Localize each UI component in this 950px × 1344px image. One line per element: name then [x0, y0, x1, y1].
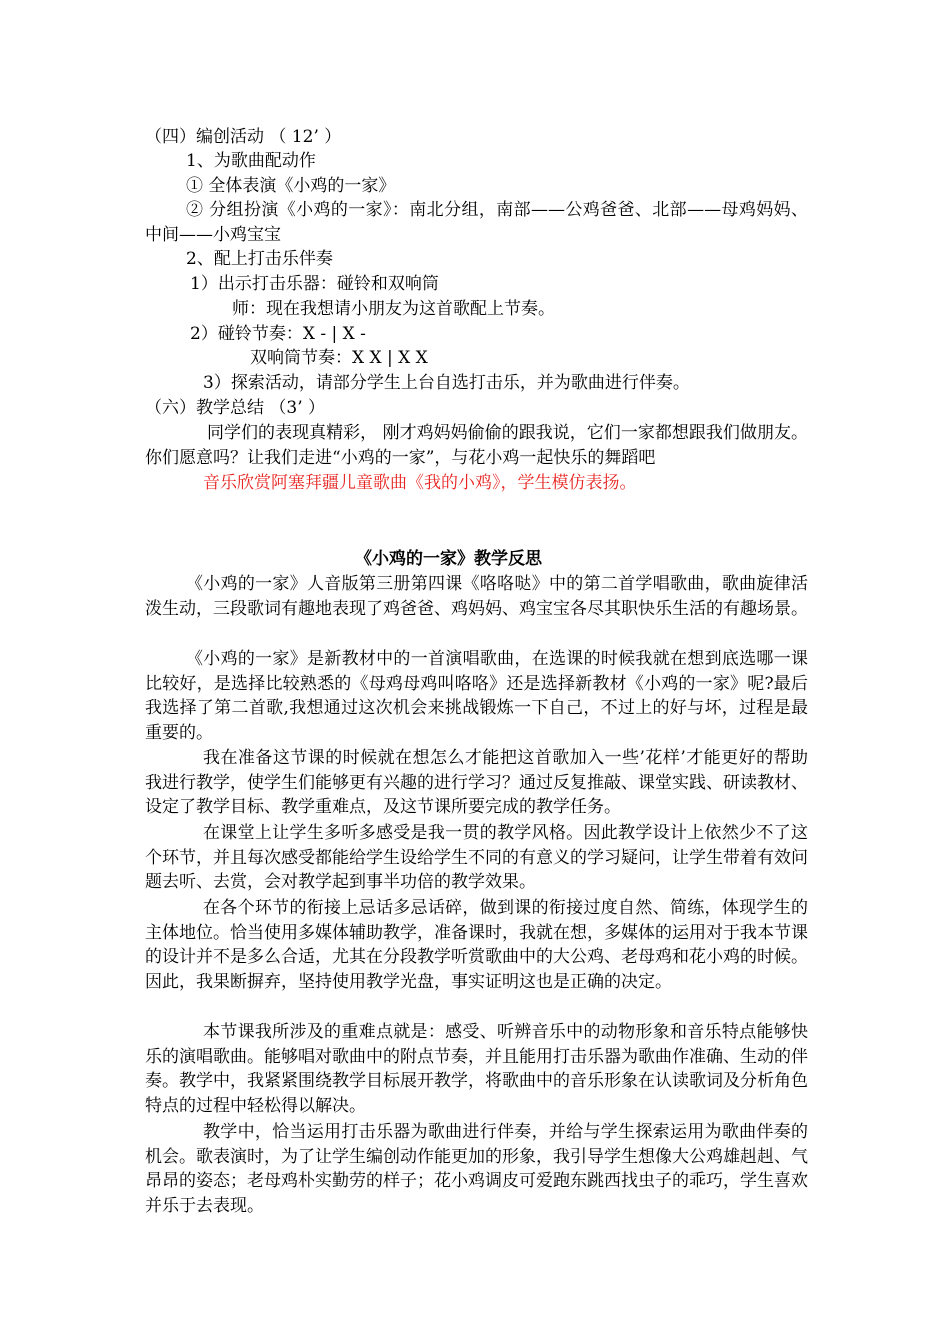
woodblock-rhythm: 双响筒节奏：X X | X X: [250, 348, 428, 368]
reflection-paragraph: 《小鸡的一家》是新教材中的一首演唱歌曲，在选课的时候我就在想到底选哪一课比较好，是选择比较熟悉的《母鸡母鸡叫咯咯》还是选择新教材《小鸡的一家》呢?最后我选择了第二首歌,我想通过这次机会来挑战锻炼一下自己，不过上的好与坏，过程是最重要的。: [145, 649, 808, 743]
section4-heading: （四）编创活动 （ 12’ ）: [145, 127, 342, 147]
red-note: 音乐欣赏阿塞拜疆儿童歌曲《我的小鸡》，学生模仿表扬。: [203, 473, 637, 493]
reflection-paragraph: 《小鸡的一家》人音版第三册第四课《咯咯哒》中的第二首学唱歌曲，歌曲旋律活泼生动，三段歌词有趣地表现了鸡爸爸、鸡妈妈、鸡宝宝各尽其职快乐生活的有趣场景。: [145, 574, 808, 619]
section6-heading: （六）教学总结 （3’ ）: [145, 398, 326, 418]
item2-heading: 2、配上打击乐伴奏: [186, 249, 333, 269]
item2-instruments: 1）出示打击乐器：碰铃和双响筒: [190, 274, 439, 294]
item1-whole-class: ① 全体表演《小鸡的一家》: [186, 176, 396, 196]
reflection-paragraph: 在各个环节的衔接上忌话多忌话碎，做到课的衔接过度自然、简练，体现学生的主体地位。恰当使用多媒体辅助教学，准备课时，我就在想，多媒体的运用对于我本节课的设计并不是多么合适，尤其在分段教学听赏歌曲中的大公鸡、老母鸡和花小鸡的时候。因此，我果断摒弃，坚持使用教学光盘，事实证明这也是正确的决定。: [145, 898, 808, 992]
reflection-paragraph: 在课堂上让学生多听多感受是我一贯的教学风格。因此教学设计上依然少不了这个环节，并且每次感受都能给学生设给学生不同的有意义的学习疑问，让学生带着有效问题去听、去赏，会对教学起到事半功倍的教学效果。: [145, 823, 808, 892]
reflection-paragraph: 教学中，恰当运用打击乐器为歌曲进行伴奏，并给与学生探索运用为歌曲伴奏的机会。歌表演时，为了让学生编创动作能更加的形象，我引导学生想像大公鸡雄赳赳、气昂昂的姿态；老母鸡朴实勤劳的样子；花小鸡调皮可爱跑东跳西找虫子的乖巧，学生喜欢并乐于去表现。: [145, 1122, 808, 1216]
item1-heading: 1、为歌曲配动作: [186, 151, 316, 171]
teacher-line: 师：现在我想请小朋友为这首歌配上节奏。: [232, 299, 555, 319]
summary-paragraph: 同学们的表现真精彩， 刚才鸡妈妈偷偷的跟我说，它们一家都想跟我们做朋友。你们愿意吗？让我们走进“小鸡的一家”，与花小鸡一起快乐的舞蹈吧: [145, 423, 808, 468]
item1-group-roles: ② 分组扮演《小鸡的一家》：南北分组，南部——公鸡爸爸、北部——母鸡妈妈、中间——小鸡宝宝: [145, 200, 808, 245]
bell-rhythm: 2）碰铃节奏：X - | X -: [190, 324, 366, 344]
item2-explore: 3）探索活动，请部分学生上台自选打击乐，并为歌曲进行伴奏。: [203, 373, 690, 393]
reflection-paragraph: 本节课我所涉及的重难点就是：感受、听辨音乐中的动物形象和音乐特点能够快乐的演唱歌曲。能够唱对歌曲中的附点节奏，并且能用打击乐器为歌曲作准确、生动的伴奏。教学中，我紧紧围绕教学目标展开教学，将歌曲中的音乐形象在认读歌词及分析角色特点的过程中轻松得以解决。: [145, 1022, 808, 1116]
reflection-paragraph: 我在准备这节课的时候就在想怎么才能把这首歌加入一些’花样’才能更好的帮助我进行教学，使学生们能够更有兴趣的进行学习？通过反复推敲、课堂实践、研读教材、设定了教学目标、教学重难点，及这节课所要完成的教学任务。: [145, 748, 808, 817]
reflection-title: 《小鸡的一家》教学反思: [355, 549, 542, 569]
